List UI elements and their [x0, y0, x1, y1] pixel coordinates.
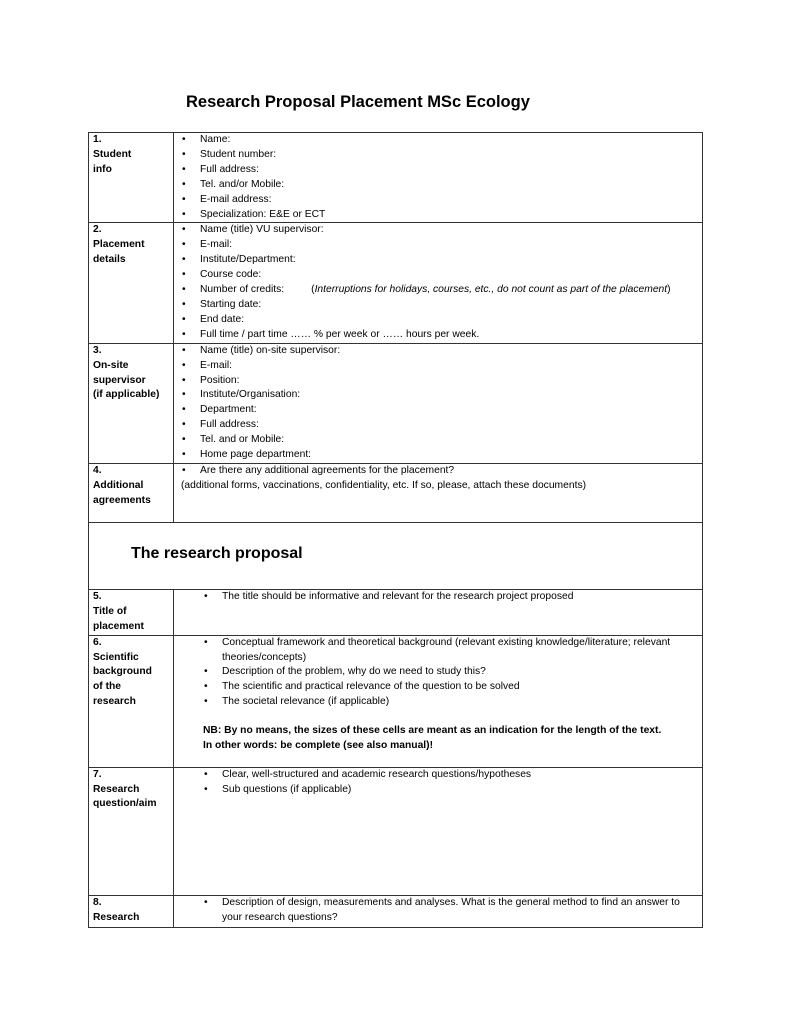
section-content: [174, 463, 703, 522]
section-additional-agreements: [89, 463, 703, 522]
section-label: [89, 223, 174, 343]
section-label: [89, 589, 174, 635]
section-label: [89, 635, 174, 767]
section-onsite-supervisor: [89, 343, 703, 463]
section-label-line: placement: [93, 620, 144, 632]
list-item: • Department:: [181, 403, 702, 418]
list-item: • The scientific and practical relevance of the question to be solved: [203, 680, 702, 695]
list-item: • Tel. and/or Mobile:: [181, 178, 702, 193]
document-title: Research Proposal Placement MSc Ecology: [186, 93, 530, 111]
list-item: • Specialization: E&E or ECT: [181, 208, 702, 223]
field-list: [181, 768, 702, 798]
section-label-line: supervisor: [93, 374, 146, 386]
list-item: • Institute/Department:: [181, 253, 702, 268]
list-item: • Name (title) on-site supervisor:: [181, 344, 702, 359]
list-item: • Full time / part time …… % per week or …… hours per week.: [181, 328, 702, 343]
section-label-line: details: [93, 254, 126, 266]
list-item: • Course code:: [181, 268, 702, 283]
section-label-line: info: [93, 163, 112, 175]
list-item: • Conceptual framework and theoretical background (relevant existing knowledge/literature; relevant theories/concepts): [203, 636, 702, 666]
section-content: [174, 635, 703, 767]
list-item: • Name (title) VU supervisor:: [181, 223, 702, 238]
field-list: [181, 590, 702, 605]
list-item: • Student number:: [181, 148, 702, 163]
section-content: [174, 223, 703, 343]
list-item: • Full address:: [181, 418, 702, 433]
section-label-line: Research: [93, 783, 140, 795]
section-number: 3.: [93, 344, 102, 356]
section-label: [89, 133, 174, 223]
research-heading: The research proposal: [131, 544, 303, 562]
section-label-line: Additional: [93, 479, 144, 491]
section-number: 8.: [93, 896, 102, 908]
section-label-line: Student: [93, 148, 132, 160]
section-label: [89, 767, 174, 895]
agreements-extra-text: (additional forms, vaccinations, confidentiality, etc. If so, please, attach these documents): [181, 479, 587, 491]
section-label-line: Placement: [93, 239, 145, 251]
section-research-method: [89, 895, 703, 927]
list-item: • Name:: [181, 133, 702, 148]
field-list: [181, 133, 702, 222]
section-research-question: [89, 767, 703, 895]
list-item-credits: • Number of credits: (Interruptions for holidays, courses, etc., do not count as part of the placement): [181, 283, 702, 298]
section-number: 5.: [93, 590, 102, 602]
field-list: [181, 464, 702, 479]
list-item: • The title should be informative and relevant for the research project proposed: [203, 590, 702, 605]
credits-note: Interruptions for holidays, courses, etc., do not count as part of the placement: [314, 284, 668, 296]
list-item: • Tel. and or Mobile:: [181, 433, 702, 448]
section-label: [89, 343, 174, 463]
proposal-form-table: [88, 132, 703, 928]
section-content: [174, 343, 703, 463]
section-placement-details: [89, 223, 703, 343]
credits-label: Number of credits:: [200, 284, 285, 296]
section-label-line: Scientific: [93, 651, 139, 663]
section-scientific-background: [89, 635, 703, 767]
list-item: • Institute/Organisation:: [181, 388, 702, 403]
list-item: • Sub questions (if applicable): [203, 783, 702, 798]
research-heading-row: [89, 522, 703, 589]
field-list: [181, 344, 702, 463]
section-label-line: Research: [93, 911, 140, 923]
section-number: 2.: [93, 224, 102, 236]
section-label: [89, 895, 174, 927]
section-content: [174, 133, 703, 223]
section-number: 6.: [93, 636, 102, 648]
section-label-line: question/aim: [93, 798, 157, 810]
section-number: 7.: [93, 768, 102, 780]
section-label-line: of the: [93, 681, 122, 693]
list-item: • Are there any additional agreements for the placement?: [181, 464, 702, 479]
section-content: [174, 589, 703, 635]
field-list: [181, 223, 702, 342]
list-item: • Position:: [181, 374, 702, 389]
list-item: • Home page department:: [181, 448, 702, 463]
section-content: [174, 767, 703, 895]
list-item: • Description of design, measurements and analyses. What is the general method to find an answer to your research questions?: [203, 896, 702, 926]
list-item: • Clear, well-structured and academic research questions/hypotheses: [203, 768, 702, 783]
list-item: • Description of the problem, why do we need to study this?: [203, 665, 702, 680]
list-item: • E-mail address:: [181, 193, 702, 208]
list-item: • E-mail:: [181, 238, 702, 253]
section-content: [174, 895, 703, 927]
note-line: In other words: be complete (see also manual)!: [203, 740, 434, 752]
section-label-line: Title of: [93, 605, 127, 617]
section-number: 4.: [93, 464, 102, 476]
field-list: [181, 896, 702, 926]
section-label-line: (if applicable): [93, 389, 160, 401]
list-item: • Full address:: [181, 163, 702, 178]
section-student-info: [89, 133, 703, 223]
note-line: NB: By no means, the sizes of these cells are meant as an indication for the length of the text.: [203, 725, 662, 737]
field-list: [181, 636, 702, 711]
section-label: [89, 463, 174, 522]
section-label-line: background: [93, 666, 152, 678]
section-number: 1.: [93, 134, 102, 145]
list-item: • E-mail:: [181, 359, 702, 374]
section-label-line: research: [93, 696, 136, 708]
research-heading-cell: [89, 522, 703, 589]
cell-size-note: [203, 724, 702, 754]
list-item: • Starting date:: [181, 298, 702, 313]
list-item: • End date:: [181, 313, 702, 328]
section-label-line: agreements: [93, 494, 151, 506]
section-title-of-placement: [89, 589, 703, 635]
section-label-line: On-site: [93, 359, 129, 371]
list-item: • The societal relevance (if applicable): [203, 695, 702, 710]
